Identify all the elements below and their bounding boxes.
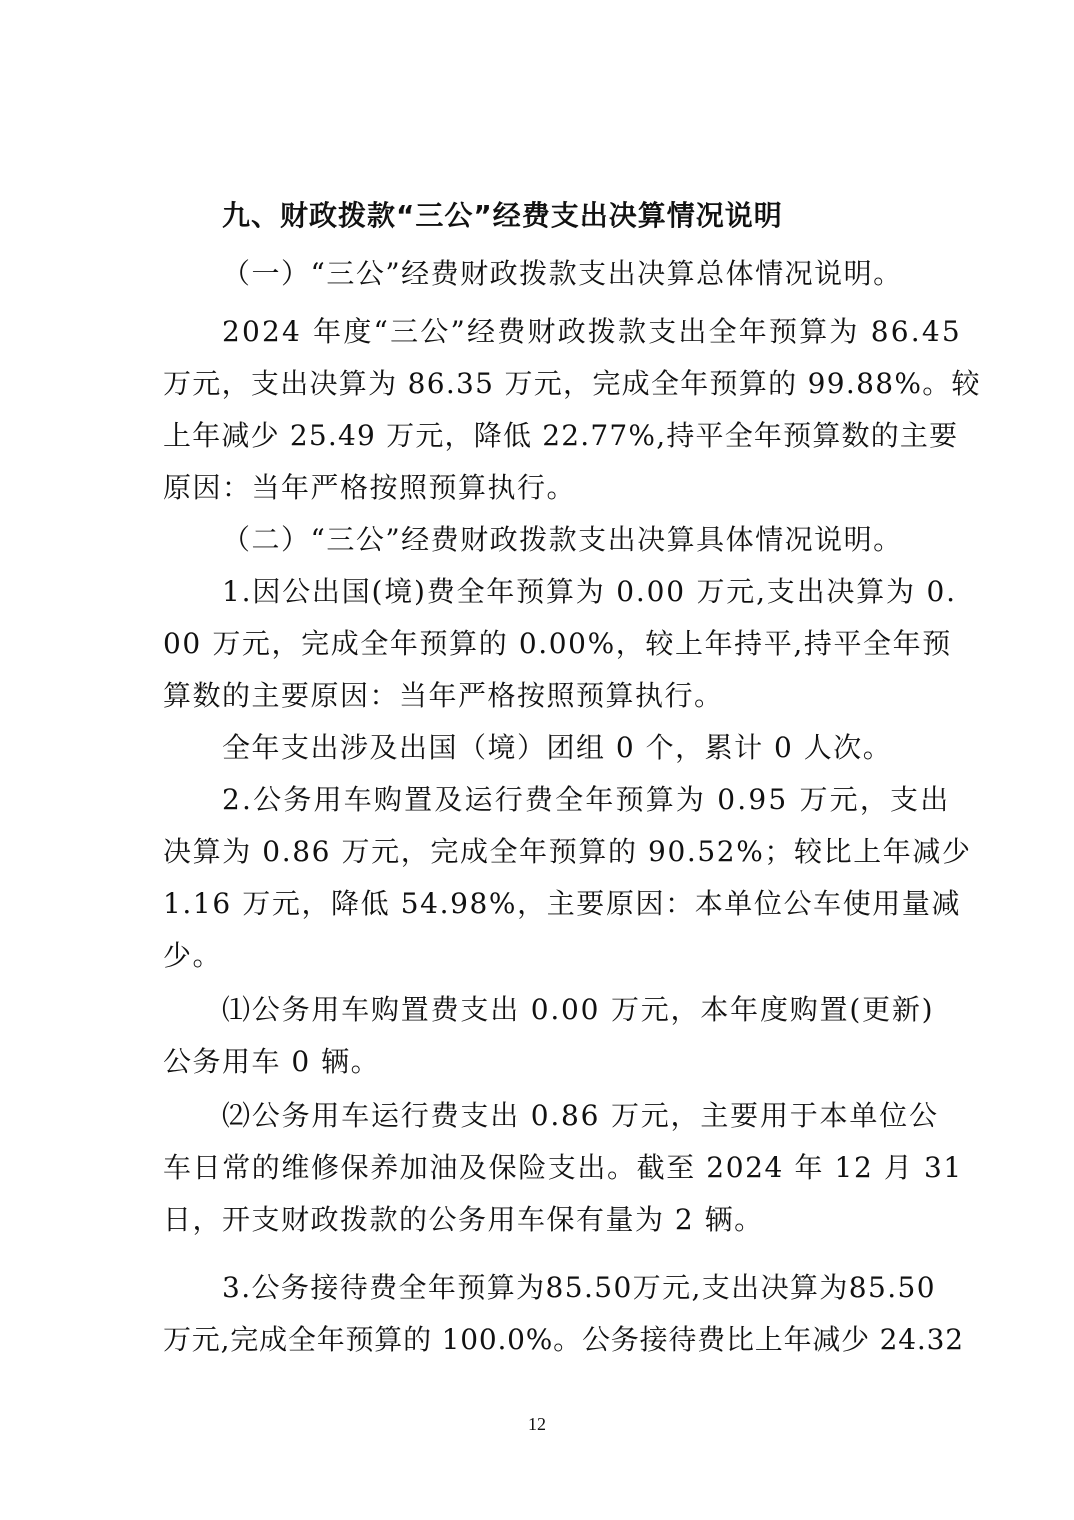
section-heading: 九、财政拨款“三公”经费支出决算情况说明: [222, 199, 783, 232]
page-number: 12: [528, 1414, 546, 1434]
paragraph-line: 原因：当年严格按照预算执行。: [163, 471, 577, 504]
paragraph-line: ⑵公务用车运行费支出 0.86 万元，主要用于本单位公: [222, 1099, 939, 1132]
paragraph-line: 车日常的维修保养加油及保险支出。截至 2024 年 12 月 31: [163, 1151, 963, 1184]
paragraph-line: 日，开支财政拨款的公务用车保有量为 2 辆。: [163, 1203, 764, 1236]
subheading-overall: （一）“三公”经费财政拨款支出决算总体情况说明。: [222, 257, 903, 290]
paragraph-line: 1.16 万元，降低 54.98%，主要原因：本单位公车使用量减: [163, 887, 962, 920]
paragraph-line: 00 万元，完成全年预算的 0.00%，较上年持平,持平全年预: [163, 627, 952, 660]
paragraph-line: 全年支出涉及出国（境）团组 0 个，累计 0 人次。: [222, 731, 893, 764]
paragraph-line: 算数的主要原因：当年严格按照预算执行。: [163, 679, 724, 712]
paragraph-line: 万元，支出决算为 86.35 万元，完成全年预算的 99.88%。较: [163, 367, 981, 400]
paragraph-line: 3.公务接待费全年预算为85.50万元,支出决算为85.50: [222, 1271, 936, 1304]
paragraph-line: 1.因公出国(境)费全年预算为 0.00 万元,支出决算为 0.: [222, 575, 957, 608]
paragraph-line: 决算为 0.86 万元，完成全年预算的 90.52%；较比上年减少: [163, 835, 972, 868]
paragraph-line: ⑴公务用车购置费支出 0.00 万元，本年度购置(更新): [222, 993, 935, 1026]
paragraph-line: 公务用车 0 辆。: [163, 1045, 381, 1078]
subheading-specific: （二）“三公”经费财政拨款支出决算具体情况说明。: [222, 523, 903, 556]
paragraph-line: 万元,完成全年预算的 100.0%。公务接待费比上年减少 24.32: [163, 1323, 964, 1356]
paragraph-line: 少。: [163, 939, 223, 972]
paragraph-line: 2.公务用车购置及运行费全年预算为 0.95 万元，支出: [222, 783, 951, 816]
paragraph-line: 上年减少 25.49 万元，降低 22.77%,持平全年预算数的主要: [163, 419, 959, 452]
paragraph-line: 2024 年度“三公”经费财政拨款支出全年预算为 86.45: [222, 315, 962, 348]
